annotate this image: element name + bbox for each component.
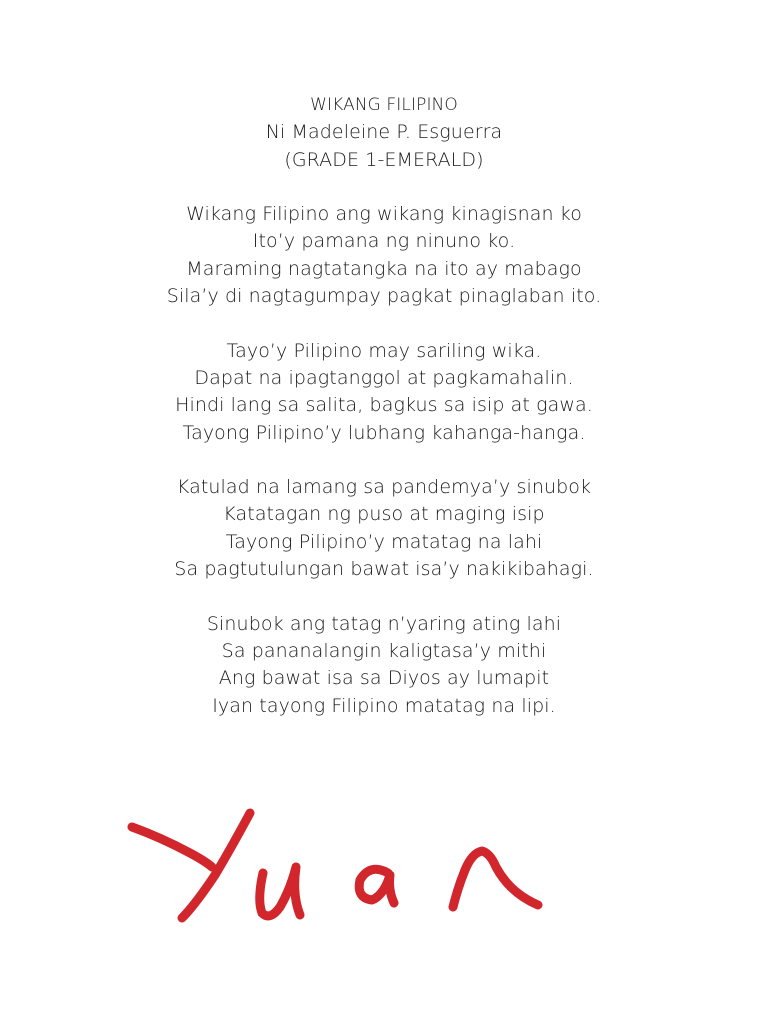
poem-line: Sinubok ang tatag n’yaring ating lahi [206,612,562,635]
stanza-gap [0,583,768,610]
poem-grade: (GRADE 1-EMERALD) [284,148,484,171]
poem-line: Sila’y di nagtagumpay pagkat pinaglaban ito. [166,285,602,308]
poem-line: Ang bawat isa sa Diyos ay lumapit [218,667,550,690]
poem-line: Katulad na lamang sa pandemya’y sinubok [176,476,592,499]
signature-stroke [182,813,250,918]
stanza-4 [0,611,768,720]
signature-stroke [453,851,538,907]
stanza-1 [0,201,768,310]
poem [0,92,768,720]
poem-line: Wikang Filipino ang wikang kinagisnan ko [186,203,582,226]
signature-stroke [260,867,300,916]
poem-line: Dapat na ipagtanggol at pagkamahalin. [194,366,574,389]
stanza-gap [0,174,768,201]
stanza-3 [0,474,768,583]
signature-stroke [132,827,212,867]
poem-line: Katatagan ng puso at maging isip [223,503,545,526]
poem-line: Sa pagtutulungan bawat isa’y nakikibahagi. [174,558,594,581]
poem-line: Maraming nagtatangka na ito ay mabago [186,257,582,280]
signature-stroke [359,869,394,903]
poem-title: WIKANG FILIPINO [310,95,458,115]
poem-line: Tayong Pilipino’y matatag na lahi [225,530,543,553]
stanza-gap [0,310,768,337]
stanza-2 [0,338,768,447]
poem-line: Iyan tayong Filipino matatag na lipi. [212,694,556,717]
poem-line: Ito’y pamana ng ninuno ko. [252,230,516,253]
poem-author: Ni Madeleine P. Esguerra [265,121,503,144]
poem-line: Tayong Pilipino’y lubhang kahanga-hanga. [182,421,586,444]
poem-line: Hindi lang sa salita, bagkus sa isip at gawa. [175,394,593,417]
poem-line: Tayo’y Pilipino may sariling wika. [226,339,542,362]
handwritten-signature-icon [120,795,560,935]
stanza-gap [0,447,768,474]
poem-line: Sa pananalangin kaligtasa’y mithi [221,639,547,662]
signature-strokes [132,813,538,918]
